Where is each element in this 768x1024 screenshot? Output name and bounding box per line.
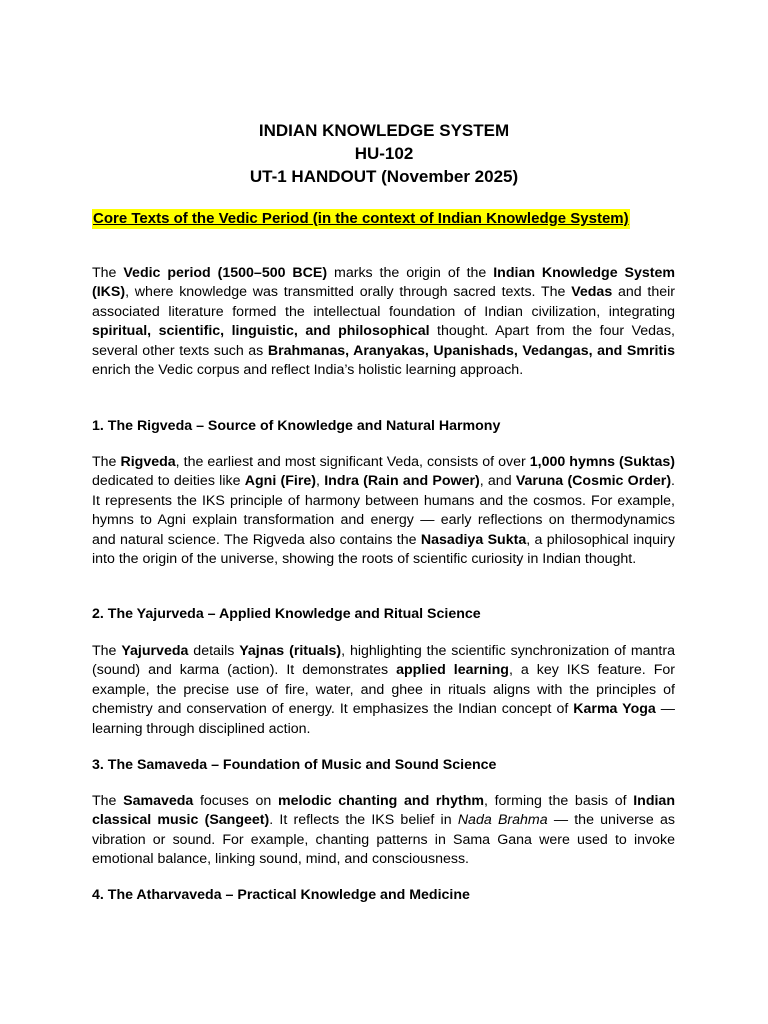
bold-term: Yajnas (rituals) [239,643,342,659]
section-heading-samaveda: 3. The Samaveda – Foundation of Music and Sound Science [92,757,497,773]
section-paragraph-yajurveda [92,642,675,739]
bold-term: Rigveda [120,454,176,470]
text-run: enrich the Vedic corpus and reflect India’s holistic learning approach. [92,362,524,379]
text-run: . It reflects the IKS belief in [269,812,458,829]
section-heading-yajurveda: 2. The Yajurveda – Applied Knowledge and Ritual Science [92,606,481,622]
text-run: The [92,265,124,281]
section-heading-atharvaveda: 4. The Atharvaveda – Practical Knowledge and Medicine [92,887,470,903]
bold-term: Indra (Rain and Power) [324,473,480,490]
bold-term: Yajurveda [121,643,189,659]
handout-title: UT-1 HANDOUT (November 2025) [249,167,519,186]
section-paragraph-samaveda [92,792,675,870]
text-run: The [92,454,121,470]
text-run: focuses on [193,793,278,809]
bold-term: Vedas [571,284,613,301]
text-run: , a philosophical inquiry into the origin of the universe, showing the roots of scientific curiosity in Indian thought. [92,531,675,568]
bold-term: Samaveda [123,793,194,809]
text-run: — learning through disciplined action. [92,701,675,737]
text-run: details [188,643,240,659]
text-run: The [92,643,122,659]
bold-term: Brahmanas, Aranyakas, Upanishads, Vedangas, and Smritis [267,342,675,359]
intro-paragraph [92,264,675,380]
bold-term: melodic chanting and rhythm [277,793,484,809]
text-run: , a key IKS feature. For example, the precise use of fire, water, and ghee in rituals aligns with the principles of chemistry and conservation of energy. It emphasizes the Indian concept of [92,662,675,718]
bold-term: Vedic period (1500–500 BCE) [123,265,328,281]
text-run: , forming the basis of [483,793,634,809]
text-run: , [316,473,325,490]
bold-term: Agni (Fire) [244,473,316,490]
text-run: thought. Apart from the four Vedas, several other texts such as [92,323,675,359]
bold-term: Indian classical music (Sangeet) [92,793,675,829]
bold-term: spiritual, scientific, linguistic, and philosophical [92,323,430,340]
text-run: marks the origin of the [327,265,494,281]
course-code: HU-102 [354,144,414,163]
text-run: , and [479,473,516,490]
text-run: dedicated to deities like [92,473,245,490]
bold-term: Nasadiya Sukta [420,531,527,548]
section-heading-rigveda: 1. The Rigveda – Source of Knowledge and Natural Harmony [92,418,501,434]
document-header [0,119,768,188]
text-run: . It represents the IKS principle of harmony between humans and the cosmos. For example, hymns to Agni explain transformation and energy — early reflections on thermodynamics and natural science. The Rigveda also contains the [92,473,675,548]
text-run: The [92,793,124,809]
text-run: , highlighting the scientific synchronization of mantra (sound) and karma (action). It demonstrates [92,643,675,679]
bold-term: Varuna (Cosmic Order) [515,473,672,490]
text-run: — the universe as vibration or sound. For example, chanting patterns in Sama Gana were used to invoke emotional balance, linking sound, mind, and consciousness. [92,812,675,868]
bold-term: Karma Yoga [573,701,656,718]
italic-term: Nada Brahma [457,812,548,829]
text-run: , the earliest and most significant Veda, consists of over [175,454,530,470]
bold-term: applied learning [396,662,509,679]
highlighted-subtitle: Core Texts of the Vedic Period (in the context of Indian Knowledge System) [93,210,629,227]
highlighted-subtitle-wrap [92,209,630,229]
section-paragraph-rigveda [92,453,675,569]
text-run: and their associated literature formed the intellectual foundation of Indian civilization, integrating [92,284,675,320]
bold-term: Indian Knowledge System (IKS) [92,265,675,301]
bold-term: 1,000 hymns (Suktas) [529,454,675,470]
course-title: INDIAN KNOWLEDGE SYSTEM [258,121,510,140]
text-run: , where knowledge was transmitted orally through sacred texts. The [125,284,572,301]
